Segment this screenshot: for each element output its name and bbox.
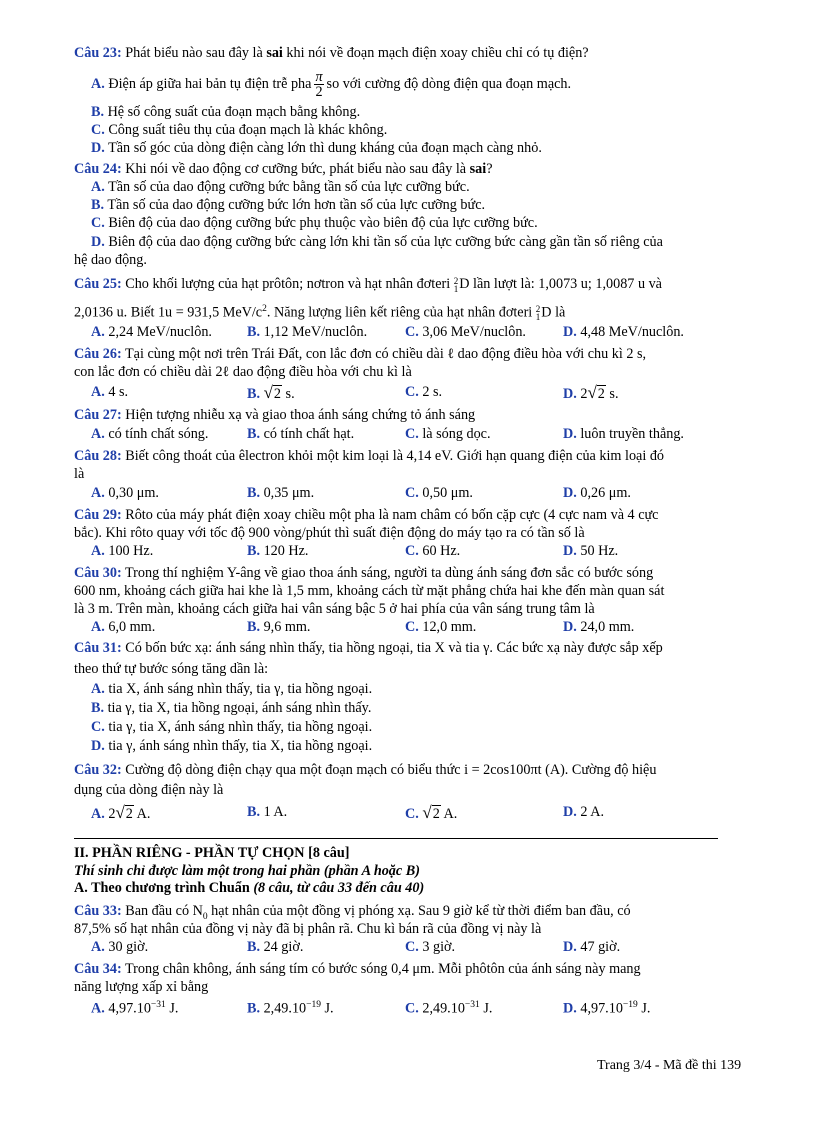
q33-stem-line2: 87,5% số hạt nhân của đồng vị này đã bị phân rã. Chu kì bán rã của đồng vị này là [74,921,542,937]
q31-option-b: B. tia γ, tia X, tia hồng ngoại, ánh sáng nhìn thấy. [91,700,372,716]
q24-option-d: D. Biên độ của dao động cưỡng bức càng lớn khi tần số của lực cưỡng bức càng gần tần số riêng của [91,234,663,250]
q28-stem-line2: là [74,466,85,482]
q24-option-c: C. Biên độ của dao động cưỡng bức phụ thuộc vào biên độ của lực cưỡng bức. [91,215,538,231]
isotope-notation: 2 1 [453,275,459,294]
q31-option-c: C. tia γ, tia X, ánh sáng nhìn thấy, tia hồng ngoại. [91,719,373,735]
q31-option-d: D. tia γ, ánh sáng nhìn thấy, tia X, tia hồng ngoại. [91,738,373,754]
q25-option-b: B. 1,12 MeV/nuclôn. [247,324,368,340]
q34-stem-line2: năng lượng xấp xỉ bằng [74,979,209,995]
q31-stem-line1: Câu 31: Có bốn bức xạ: ánh sáng nhìn thấy, tia hồng ngoại, tia X và tia γ. Các bức xạ này được sắp xếp [74,640,663,656]
q24-option-a: A. Tần số của dao động cưỡng bức bằng tần số của lực cưỡng bức. [91,179,470,195]
q26-option-d: D. 2√2 s. [563,383,619,402]
sqrt-symbol: √2 [587,383,605,402]
q23-stem: Câu 23: Phát biểu nào sau đây là sai khi nói về đoạn mạch điện xoay chiều chỉ có tụ điện? [74,45,589,61]
q34-stem-line1: Câu 34: Trong chân không, ánh sáng tím có bước sóng 0,4 μm. Mỗi phôtôn của ánh sáng này mang [74,961,641,977]
exam-page: Câu 23: Phát biểu nào sau đây là sai khi nói về đoạn mạch điện xoay chiều chỉ có tụ điện? A. Điện áp giữa hai bản tụ điện trễ pha $\frac{\pi}{2}$ so với cường độ dòng điện qua đoạn mạch. B. Hệ số công suất của đoạn mạch bằng không. C. Công suất tiêu thụ của đoạn mạch là khác không. D. Tần số góc của dòng điện càng lớn thì dung kháng của đoạn mạch càng nhỏ. Câu 24: Khi nói về dao động cơ cưỡng bức, phát biểu nào sau đây là sai? A. Tần số của dao động cưỡng bức bằng tần số của lực cưỡng bức. B. Tần số của dao động cưỡng bức lớn hơn tần số của lực cưỡng bức. C. Biên độ của dao động cưỡng bức phụ thuộc vào biên độ của lực cưỡng bức. D. Biên độ của dao động cưỡng bức càng lớn khi tần số của lực cưỡng bức càng gần tần số riêng của hệ dao động. Câu 25: Cho khối lượng của hạt prôtôn; nơtron và hạt nhân đơteri 2 1 D lần lượt là: 1,0073 u; 1,0087 u và 2,0136 u. Biết 1u = 931,5 MeV/$c^2$. Năng lượng liên kết riêng của hạt nhân đơteri 2 1 D là A. 2,24 MeV/nuclôn. B. 1,12 MeV/nuclôn. C. 3,06 MeV/nuclôn. D. 4,48 MeV/nuclôn. Câu 26: Tại cùng một nơi trên Trái Đất, con lắc đơn có chiều dài ℓ dao động điều hòa với chu kì 2 s, con lắc đơn có chiều dài 2ℓ dao động điều hòa với chu kì là A. 4 s. B. √2 s. C. 2 s. D. 2√2 s. Câu 27: Hiện tượng nhiễu xạ và giao thoa ánh sáng chứng tỏ ánh sáng A. có tính chất sóng. B. có tính chất hạt. C. là sóng dọc. D. luôn truyền thẳng. Câu 28: Biết công thoát của êlectron khỏi một kim loại là 4,14 eV. Giới hạn quang điện của kim loại đó là A. 0,30 μm. B. 0,35 μm. C. 0,50 μm. D. 0,26 μm. Câu 29: Rôto của máy phát điện xoay chiều một pha là nam châm có bốn cặp cực (4 cực nam và 4 cực bắc). Khi rôto quay với tốc độ 900 vòng/phút thì suất điện động do máy tạo ra có tần số là A. 100 Hz. B. 120 Hz. C. 60 Hz. D. 50 Hz. Câu 30: Trong thí nghiệm Y-âng về giao thoa ánh sáng, người ta dùng ánh sáng đơn sắc có bước sóng 600 nm, khoảng cách giữa hai khe là 1,5 mm, khoảng cách từ mặt phẳng chứa hai khe đến màn quan sát là 3 m. Trên màn, khoảng cách giữa hai vân sáng bậc 5 ở hai phía của vân sáng trung tâm là A. 6,0 mm. B. 9,6 mm. C. 12,0 mm. D. 24,0 mm. Câu 31: Có bốn bức xạ: ánh sáng nhìn thấy, tia hồng ngoại, tia X và tia γ. Các bức xạ này được sắp xếp theo thứ tự bước sóng tăng dần là: A. tia X, ánh sáng nhìn thấy, tia γ, tia hồng ngoại. B. tia γ, tia X, tia hồng ngoại, ánh sáng nhìn thấy. C. tia γ, tia X, ánh sáng nhìn thấy, tia hồng ngoại. D. tia γ, ánh sáng nhìn thấy, tia X, tia hồng ngoại. Câu 32: Cường độ dòng điện chạy qua một đoạn mạch có biểu thức i = 2cos100πt (A). Cường độ hiệu dụng của dòng điện này là A. 2√2 A. B. 1 A. C. √2 A. D. 2 A. II. PHẦN RIÊNG - PHẦN TỰ CHỌN [8 câu] Thí sinh chỉ được làm một trong hai phần (phần A hoặc B) A. Theo chương trình Chuẩn (8 câu, từ câu 33 đến câu 40) Câu 33: Ban đầu có $N_0$ hạt nhân của một đồng vị phóng xạ. Sau 9 giờ kể từ thời điểm ban đầu, có 87,5% số hạt nhân của đồng vị này đã bị phân rã. Chu kì bán rã của đồng vị này là A. 30 giờ. B. 24 giờ. C. 3 giờ. D. 47 giờ. Câu 34: Trong chân không, ánh sáng tím có bước sóng 0,4 μm. Mỗi phôtôn của ánh sáng này mang năng lượng xấp xỉ bằng A. $4,97.10^{-31}$ J. B. $2,49.10^{-19}$ J. C. $2,49.10^{-31}$ J. D. $4,97.10^{-19}$ J. Trang 3/4 - Mã đề thi 139 [0,0,816,1123]
section-note: Thí sinh chỉ được làm một trong hai phần (phần A hoặc B) [74,863,420,879]
section-sub-a: A. Theo chương trình Chuẩn (8 câu, từ câu 33 đến câu 40) [74,880,425,896]
q25-stem-line1: Câu 25: Cho khối lượng của hạt prôtôn; nơtron và hạt nhân đơteri 2 1 D lần lượt là: 1,0073 u; 1,0087 u và [74,275,662,294]
q26-option-b: B. √2 s. [247,383,295,402]
section-divider [74,838,718,839]
q32-stem-line1: Câu 32: Cường độ dòng điện chạy qua một đoạn mạch có biểu thức i = 2cos100πt (A). Cường độ hiệu [74,762,657,778]
q25-option-c: C. 3,06 MeV/nuclôn. [405,324,526,340]
sqrt-symbol: √2 [263,383,281,402]
q23-option-c: C. Công suất tiêu thụ của đoạn mạch là khác không. [91,122,388,138]
page-footer: Trang 3/4 - Mã đề thi 139 [597,1058,742,1073]
q23-option-b: B. Hệ số công suất của đoạn mạch bằng không. [91,104,361,120]
q29-stem-line1: Câu 29: Rôto của máy phát điện xoay chiều một pha là nam châm có bốn cặp cực (4 cực nam và 4 cực [74,507,659,523]
q25-stem-line2: 2,0136 u. Biết 1u = 931,5 MeV/$c^2$. Năng lượng liên kết riêng của hạt nhân đơteri 2 1 D là [74,304,566,323]
q25-option-d: D. 4,48 MeV/nuclôn. [563,324,684,340]
q31-option-a: A. tia X, ánh sáng nhìn thấy, tia γ, tia hồng ngoại. [91,681,373,697]
sqrt-symbol: √2 [422,803,440,822]
q26-option-a: A. 4 s. [91,384,129,400]
q26-option-c: C. 2 s. [405,384,443,400]
pi-over-2-fraction: $\frac{\pi}{2}$ [315,69,323,101]
q26-stem-line1: Câu 26: Tại cùng một nơi trên Trái Đất, con lắc đơn có chiều dài ℓ dao động điều hòa với chu kì 2 s, [74,346,647,362]
q25-option-a: A. 2,24 MeV/nuclôn. [91,324,212,340]
q23-option-a: A. Điện áp giữa hai bản tụ điện trễ pha $\frac{\pi}{2}$ so với cường độ dòng điện qua đoạn mạch. [91,69,572,101]
q30-stem-line3: là 3 m. Trên màn, khoảng cách giữa hai vân sáng bậc 5 ở hai phía của vân sáng trung tâm là [74,601,595,617]
q31-stem-line2: theo thứ tự bước sóng tăng dần là: [74,661,269,677]
q30-stem-line1: Câu 30: Trong thí nghiệm Y-âng về giao thoa ánh sáng, người ta dùng ánh sáng đơn sắc có bước sóng [74,565,654,581]
q24-stem: Câu 24: Khi nói về dao động cơ cưỡng bức, phát biểu nào sau đây là sai? [74,161,493,177]
q32-stem-line2: dụng của dòng điện này là [74,782,224,798]
q23-label: Câu 23: [74,45,122,61]
sqrt-symbol: √2 [115,803,133,822]
q27-stem: Câu 27: Hiện tượng nhiễu xạ và giao thoa ánh sáng chứng tỏ ánh sáng [74,407,476,423]
q33-stem-line1: Câu 33: Ban đầu có $N_0$ hạt nhân của một đồng vị phóng xạ. Sau 9 giờ kể từ thời điểm ban đầu, có [74,903,631,922]
section-title: II. PHẦN RIÊNG - PHẦN TỰ CHỌN [8 câu] [74,845,350,861]
q28-stem-line1: Câu 28: Biết công thoát của êlectron khỏi một kim loại là 4,14 eV. Giới hạn quang điện của kim loại đó [74,448,665,464]
q23-option-d: D. Tần số góc của dòng điện càng lớn thì dung kháng của đoạn mạch càng nhỏ. [91,140,542,156]
q24-option-b: B. Tần số của dao động cưỡng bức lớn hơn tần số của lực cưỡng bức. [91,197,486,213]
q24-option-d-cont: hệ dao động. [74,252,147,268]
q30-stem-line2: 600 nm, khoảng cách giữa hai khe là 1,5 mm, khoảng cách từ mặt phẳng chứa hai khe đến màn quan sát [74,583,665,599]
q29-stem-line2: bắc). Khi rôto quay với tốc độ 900 vòng/phút thì suất điện động do máy tạo ra có tần số là [74,525,585,541]
q26-stem-line2: con lắc đơn có chiều dài 2ℓ dao động điều hòa với chu kì là [74,364,412,380]
